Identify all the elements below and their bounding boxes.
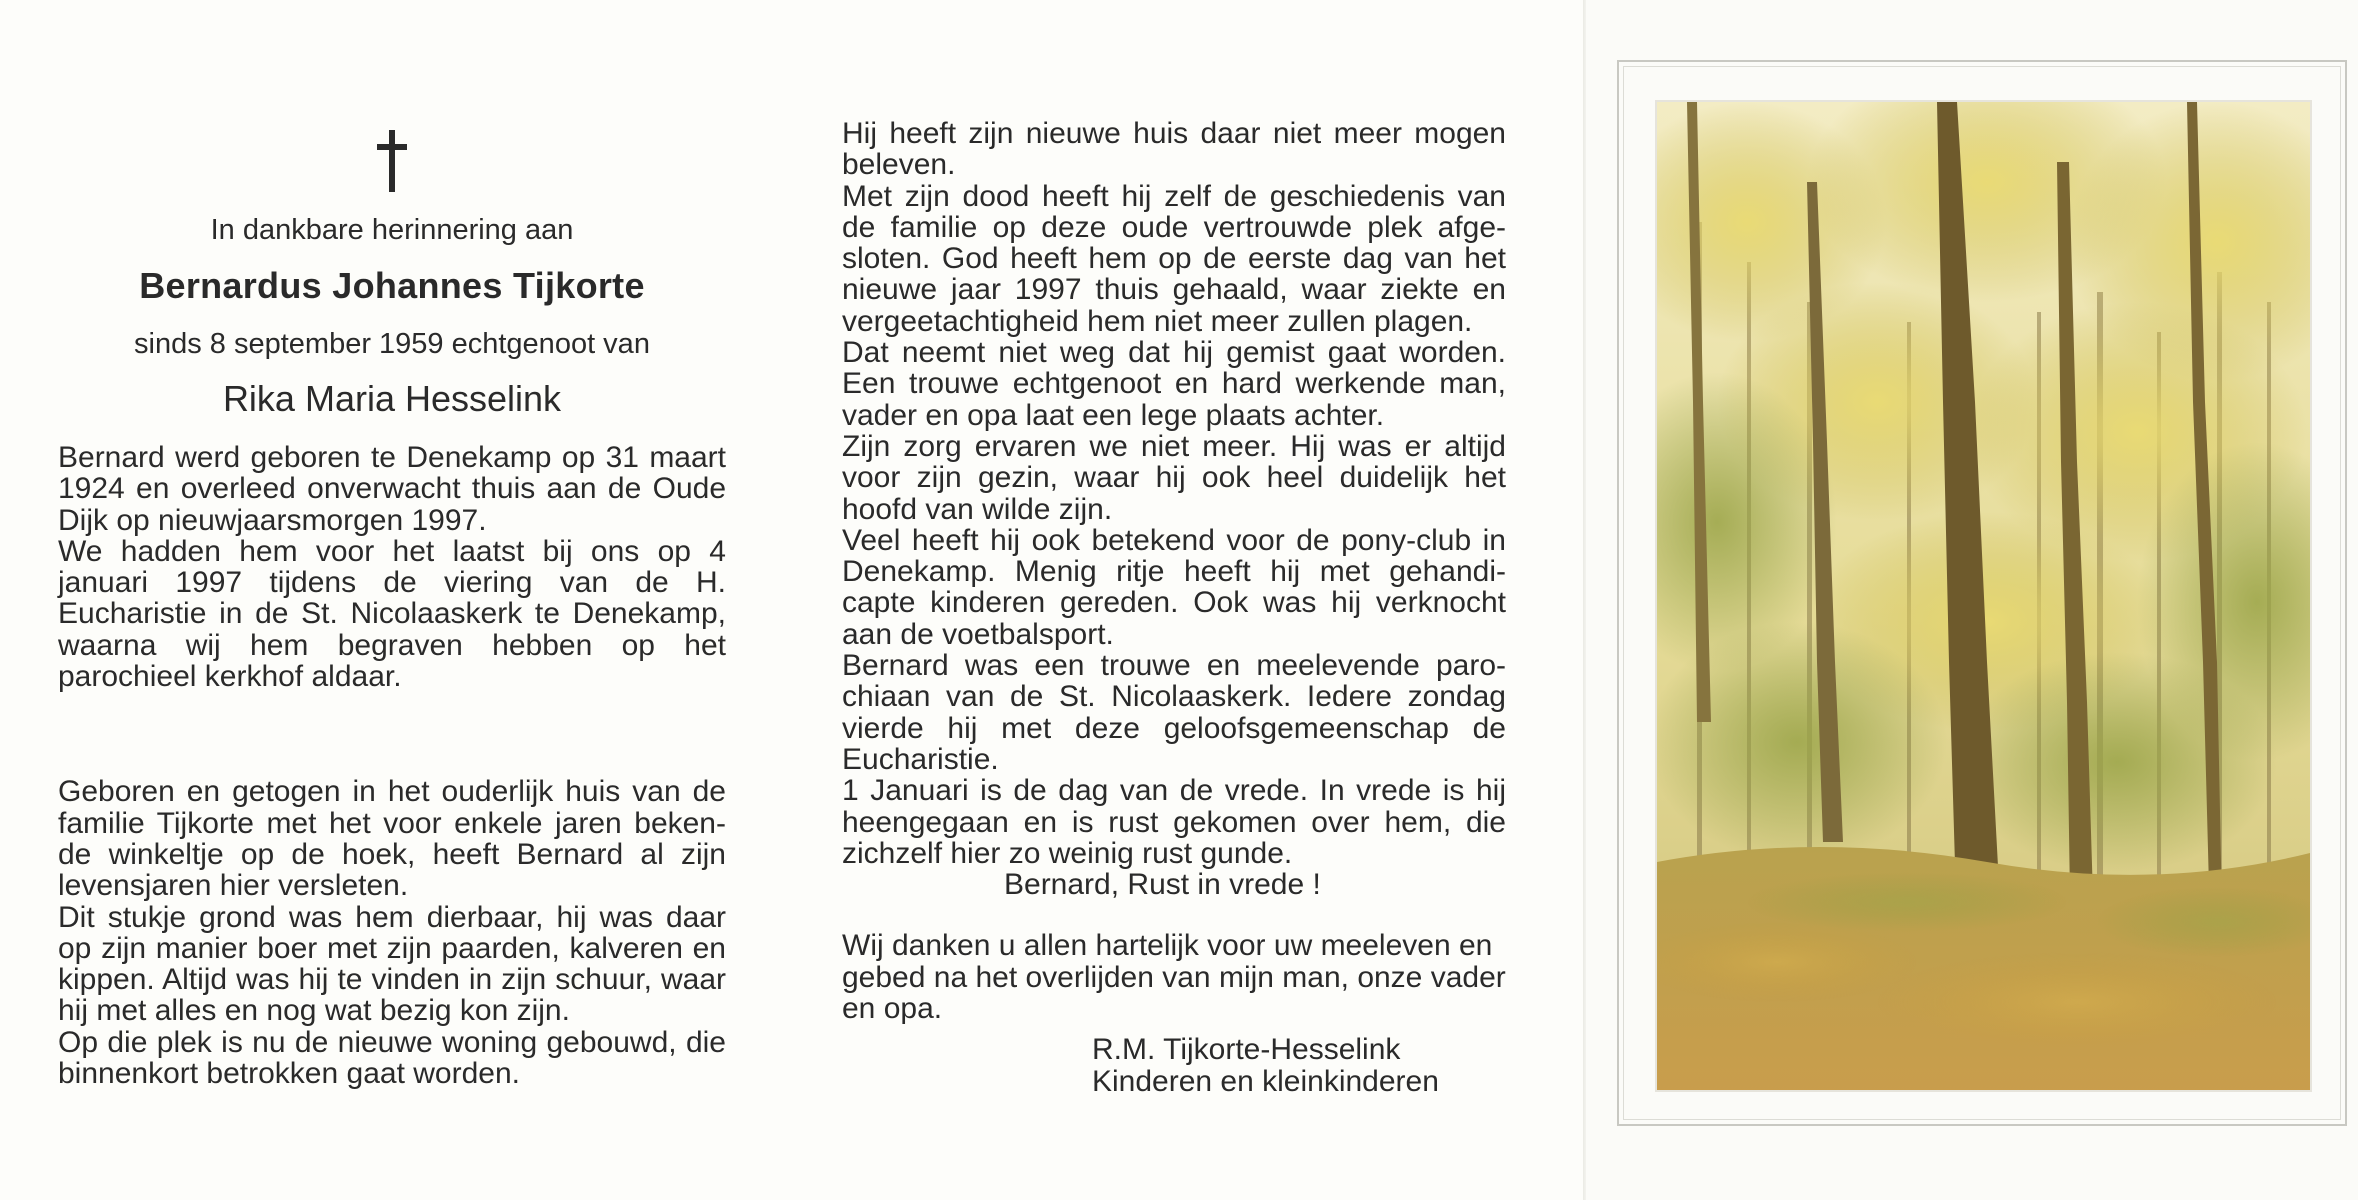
deceased-name: Bernardus Johannes Tijkorte (139, 265, 645, 306)
signature (1092, 1034, 1506, 1097)
married-line: sinds 8 september 1959 echtgenoot van (134, 328, 650, 360)
spouse-name: Rika Maria Hesselink (222, 378, 562, 419)
bio-paragraph: Met zijn dood heeft hij zelf de geschiedenis van de familie op deze oude vertrouwde plek afge- sloten. God heeft hem op de eerste dag van het nieuwe jaar 1997 thuis gehaald, waar ziekte en vergeetachtigheid hem niet meer zullen plagen. (842, 179, 1506, 338)
rip-line: Bernard, Rust in vrede ! (1004, 868, 1321, 902)
bio-paragraph: Geboren en getogen in het ouderlijk huis van de familie Tijkorte met het voor enkele jaren beken- de winkeltje op de hoek, heeft Bernard al zijn levensjaren hier versleten. (58, 775, 726, 903)
thanks-paragraph: Wij danken u allen hartelijk voor uw meeleven en gebed na het overlijden van mijn man, onze vader en opa. (842, 929, 1506, 1026)
bio-paragraph: Veel heeft hij ook betekend voor de pony-club in Denekamp. Menig ritje heeft hij met gehandi- capte kinderen gereden. Ook was hij verknocht aan de voetbalsport. (842, 523, 1506, 651)
bio-paragraph: Bernard werd geboren te Denekamp op 31 maart 1924 en overleed onverwacht thuis aan de Oude Dijk op nieuwjaarsmorgen 1997. (58, 441, 726, 537)
signature-line-2: Kinderen en kleinkinderen (1092, 1064, 1439, 1098)
bio-paragraph: Bernard was een trouwe en meelevende paro- chiaan van de St. Nicolaaskerk. Iedere zondag vierde hij met deze geloofsgemeenschap de Eucharistie. (842, 649, 1506, 776)
bio-paragraph: Dit stukje grond was hem dierbaar, hij was daar op zijn manier boer met zijn paarden, kalveren en kippen. Altijd was hij te vinden in zijn schuur, waar hij met alles en nog wat bezig kon zijn. (58, 900, 726, 1028)
bio-paragraph: Op die plek is nu de nieuwe woning gebouwd, die binnenkort betrokken gaat worden. (58, 1025, 726, 1091)
bio-paragraph: We hadden hem voor het laatst bij ons op 4 januari 1997 tijdens de viering van de H. Eucharistie in de St. Nicolaaskerk te Denekamp, waarna wij hem begraven hebben op het parochieel kerkhof aldaar. (58, 534, 726, 694)
bio-paragraph: Zijn zorg ervaren we niet meer. Hij was er altijd voor zijn gezin, waar hij ook heel duidelijk het hoofd van wilde zijn. (842, 429, 1506, 526)
cross-icon (58, 130, 726, 192)
bio-paragraph: 1 Januari is de dag van de vrede. In vrede is hij heengegaan en is rust gekomen over hem, die zichzelf hier zo weinig rust gunde. (842, 774, 1506, 870)
left-column (58, 130, 726, 1089)
intro-line: In dankbare herinnering aan (210, 214, 574, 246)
bio-paragraph: Hij heeft zijn nieuwe huis daar niet meer mogen beleven. (842, 117, 1506, 182)
bio-paragraph: Dat neemt niet weg dat hij gemist gaat worden. Een trouwe echtgenoot en hard werkende man, vader en opa laat een lege plaats achter. (842, 336, 1506, 432)
forest-photo (1655, 100, 2312, 1092)
signature-line-1: R.M. Tijkorte-Hesselink (1092, 1033, 1401, 1067)
middle-column (842, 118, 1506, 1097)
card-fold (1583, 0, 1586, 1200)
paragraph-gap (58, 692, 726, 776)
